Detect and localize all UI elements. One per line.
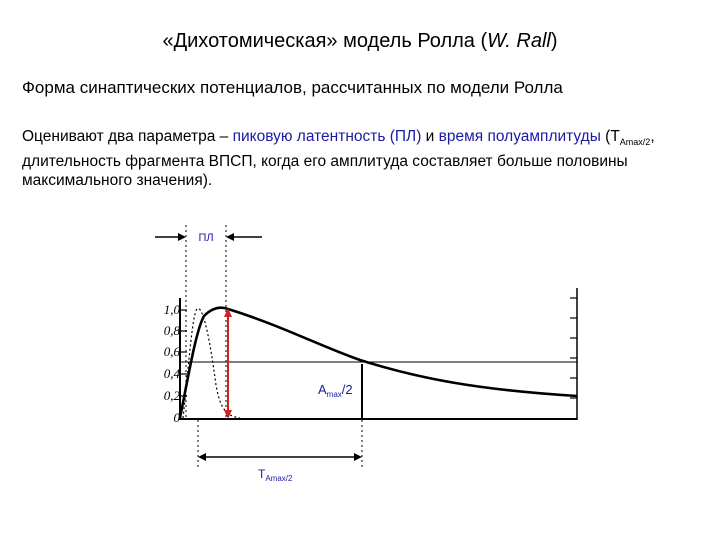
y-tick-label: 0: [173, 410, 180, 425]
right-ticks: [570, 298, 577, 398]
pl-label: ПЛ: [198, 232, 214, 244]
t-arrow-left-head: [198, 453, 206, 461]
pl-left-arrowhead: [178, 233, 186, 241]
slide-title: «Дихотомическая» модель Ролла (W. Rall): [162, 30, 558, 52]
epsp-curve: [180, 308, 577, 418]
slide-subtitle: Форма синаптических потенциалов, рассчитанных по модели Ролла: [22, 78, 563, 97]
peak-latency-term: пиковую латентность (ПЛ): [232, 128, 422, 145]
description-paragraph: Оценивают два параметра – пиковую латентность (ПЛ) и время полуамплитуды ($T_{Amax/2}$, длительность фрагмента ВПСП, когда его амплитуда составляет больше половины максимального значения).: [22, 128, 655, 190]
t-arrow-right-head: [354, 453, 362, 461]
pl-right-arrowhead: [226, 233, 234, 241]
t-amax-label: $T_{Amax/2}$: [258, 467, 293, 483]
y-tick-label: 1,0: [163, 302, 180, 317]
half-amplitude-time-term: время полуамплитуды: [438, 128, 601, 145]
y-tick-label: 0,6: [163, 344, 180, 359]
y-tick-label: 0,8: [163, 323, 180, 338]
y-tick-label: 0,4: [163, 366, 180, 381]
half-amplitude-label: $A_{max}/2$: [318, 382, 353, 399]
y-tick-label: 0,2: [163, 388, 180, 403]
